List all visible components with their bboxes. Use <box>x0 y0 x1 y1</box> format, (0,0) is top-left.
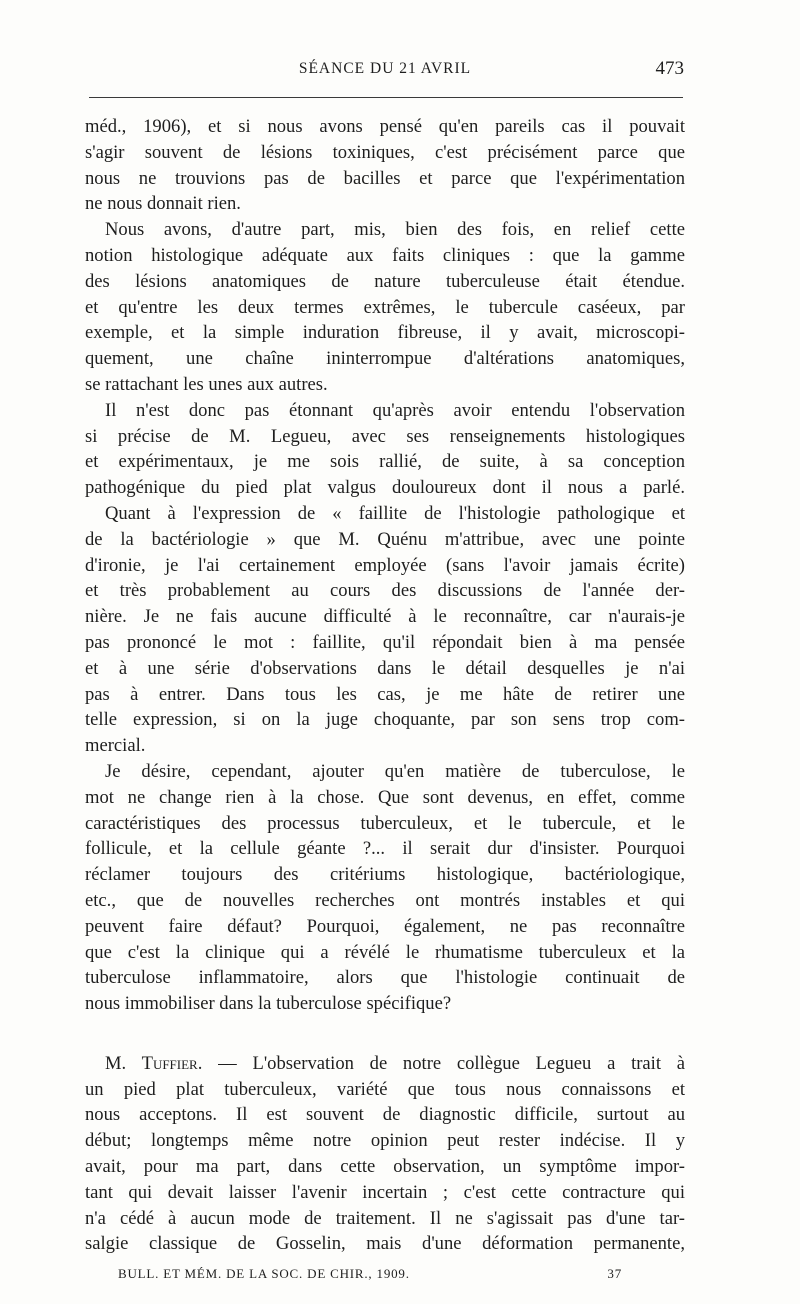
text-line: exemple, et la simple induration fibreuse, il y avait, microscopi- <box>85 322 685 344</box>
text-line: des lésions anatomiques de nature tuberculeuse était étendue. <box>85 270 685 292</box>
text-line: nous immobiliser dans la tuberculose spécifique? <box>85 993 452 1015</box>
text-line: d'ironie, je l'ai certainement employée (sans l'avoir jamais écrite) <box>85 554 685 576</box>
text-line: nous acceptons. Il est souvent de diagnostic difficile, surtout au <box>85 1104 685 1126</box>
text-line: mot ne change rien à la chose. Que sont devenus, en effet, comme <box>85 786 685 808</box>
journal-reference: BULL. ET MÉM. DE LA SOC. DE CHIR., 1909. <box>118 1266 410 1281</box>
text-line: caractéristiques des processus tuberculeux, et le tubercule, et le <box>85 812 685 834</box>
text-line: notion histologique adéquate aux faits cliniques : que la gamme <box>85 244 685 266</box>
text-line: et qu'entre les deux termes extrêmes, le tubercule caséeux, par <box>85 296 685 318</box>
text-line: début; longtemps même notre opinion peut rester indécise. Il y <box>85 1130 685 1152</box>
text-line: que c'est la clinique qui a révélé le rhumatisme tuberculeux et la <box>85 941 685 963</box>
text-line: salgie classique de Gosselin, mais d'une déformation permanente, <box>85 1233 685 1255</box>
text-line: réclamer toujours des critériums histologique, bactériologique, <box>85 864 685 886</box>
text-line: et expérimentaux, je me sois rallié, de suite, à sa conception <box>85 451 685 473</box>
section-gap <box>85 1017 685 1051</box>
text-line: ne nous donnait rien. <box>85 193 241 215</box>
header-rule <box>89 97 683 98</box>
text-line: se rattachant les unes aux autres. <box>85 373 328 395</box>
text-line: etc., que de nouvelles recherches ont montrés instables et qui <box>85 889 685 911</box>
text-line: tuberculose inflammatoire, alors que l'histologie continuait de <box>85 967 685 989</box>
running-head <box>86 58 684 82</box>
text-line: nière. Je ne fais aucune difficulté à le reconnaître, car n'aurais-je <box>85 606 685 628</box>
text-line: avait, pour ma part, dans cette observation, un symptôme impor- <box>85 1156 685 1178</box>
text-line: Nous avons, d'autre part, mis, bien des fois, en relief cette <box>105 219 685 241</box>
text-line: telle expression, si on la juge choquante, par son sens trop com- <box>85 709 685 731</box>
paragraph-3 <box>85 398 685 501</box>
body-text <box>85 114 685 1257</box>
text-line <box>85 1051 685 1077</box>
text-line: et très probablement au cours des discussions de l'année der- <box>85 580 685 602</box>
text-line: s'agir souvent de lésions toxiniques, c'est précisément parce que <box>85 141 685 163</box>
text-line: et à une série d'observations dans le détail desquelles je n'ai <box>85 657 685 679</box>
text-line: pathogénique du pied plat valgus douloureux dont il nous a parlé. <box>85 477 685 499</box>
page-number: 473 <box>655 58 684 79</box>
speaker-text: — L'observation de notre collègue Legueu a trait à <box>202 1052 686 1074</box>
paragraph-1 <box>85 114 685 217</box>
text-line: méd., 1906), et si nous avons pensé qu'en pareils cas il pouvait <box>85 116 685 137</box>
paragraph-4 <box>85 501 685 759</box>
running-title: SÉANCE DU 21 AVRIL <box>298 60 472 77</box>
page-footer <box>118 1266 622 1286</box>
text-line: mercial. <box>85 735 146 757</box>
paragraph-tuffier <box>85 1051 685 1257</box>
text-line: nous ne trouvions pas de bacilles et parce que l'expérimentation <box>85 167 685 189</box>
text-line: Il n'est donc pas étonnant qu'après avoir entendu l'observation <box>105 399 685 421</box>
text-line: pas prononcé le mot : faillite, qu'il répondait bien à ma pensée <box>85 631 685 653</box>
text-line: quement, une chaîne ininterrompue d'altérations anatomiques, <box>85 348 685 370</box>
paragraph-5 <box>85 759 685 1017</box>
text-line: n'a cédé à aucun mode de traitement. Il ne s'agissait pas d'une tar- <box>85 1207 685 1229</box>
text-line: de la bactériologie » que M. Quénu m'attribue, avec une pointe <box>85 528 685 550</box>
text-line: peuvent faire défaut? Pourquoi, également, ne pas reconnaître <box>85 915 685 937</box>
text-line: Je désire, cependant, ajouter qu'en matière de tuberculose, le <box>105 760 685 782</box>
text-line: follicule, et la cellule géante ?... il serait dur d'insister. Pourquoi <box>85 838 685 860</box>
text-line: un pied plat tuberculeux, variété que tous nous connaissons et <box>85 1078 685 1100</box>
text-line: si précise de M. Legueu, avec ses renseignements histologiques <box>85 425 685 447</box>
text-line: pas à entrer. Dans tous les cas, je me hâte de retirer une <box>85 683 685 705</box>
signature-mark: 37 <box>607 1266 622 1281</box>
speaker-name: M. Tuffier. <box>105 1052 203 1074</box>
text-line: tant qui devait laisser l'avenir incertain ; c'est cette contracture qui <box>85 1181 685 1203</box>
paragraph-2 <box>85 217 685 398</box>
text-line: Quant à l'expression de « faillite de l'histologie pathologique et <box>105 502 685 524</box>
